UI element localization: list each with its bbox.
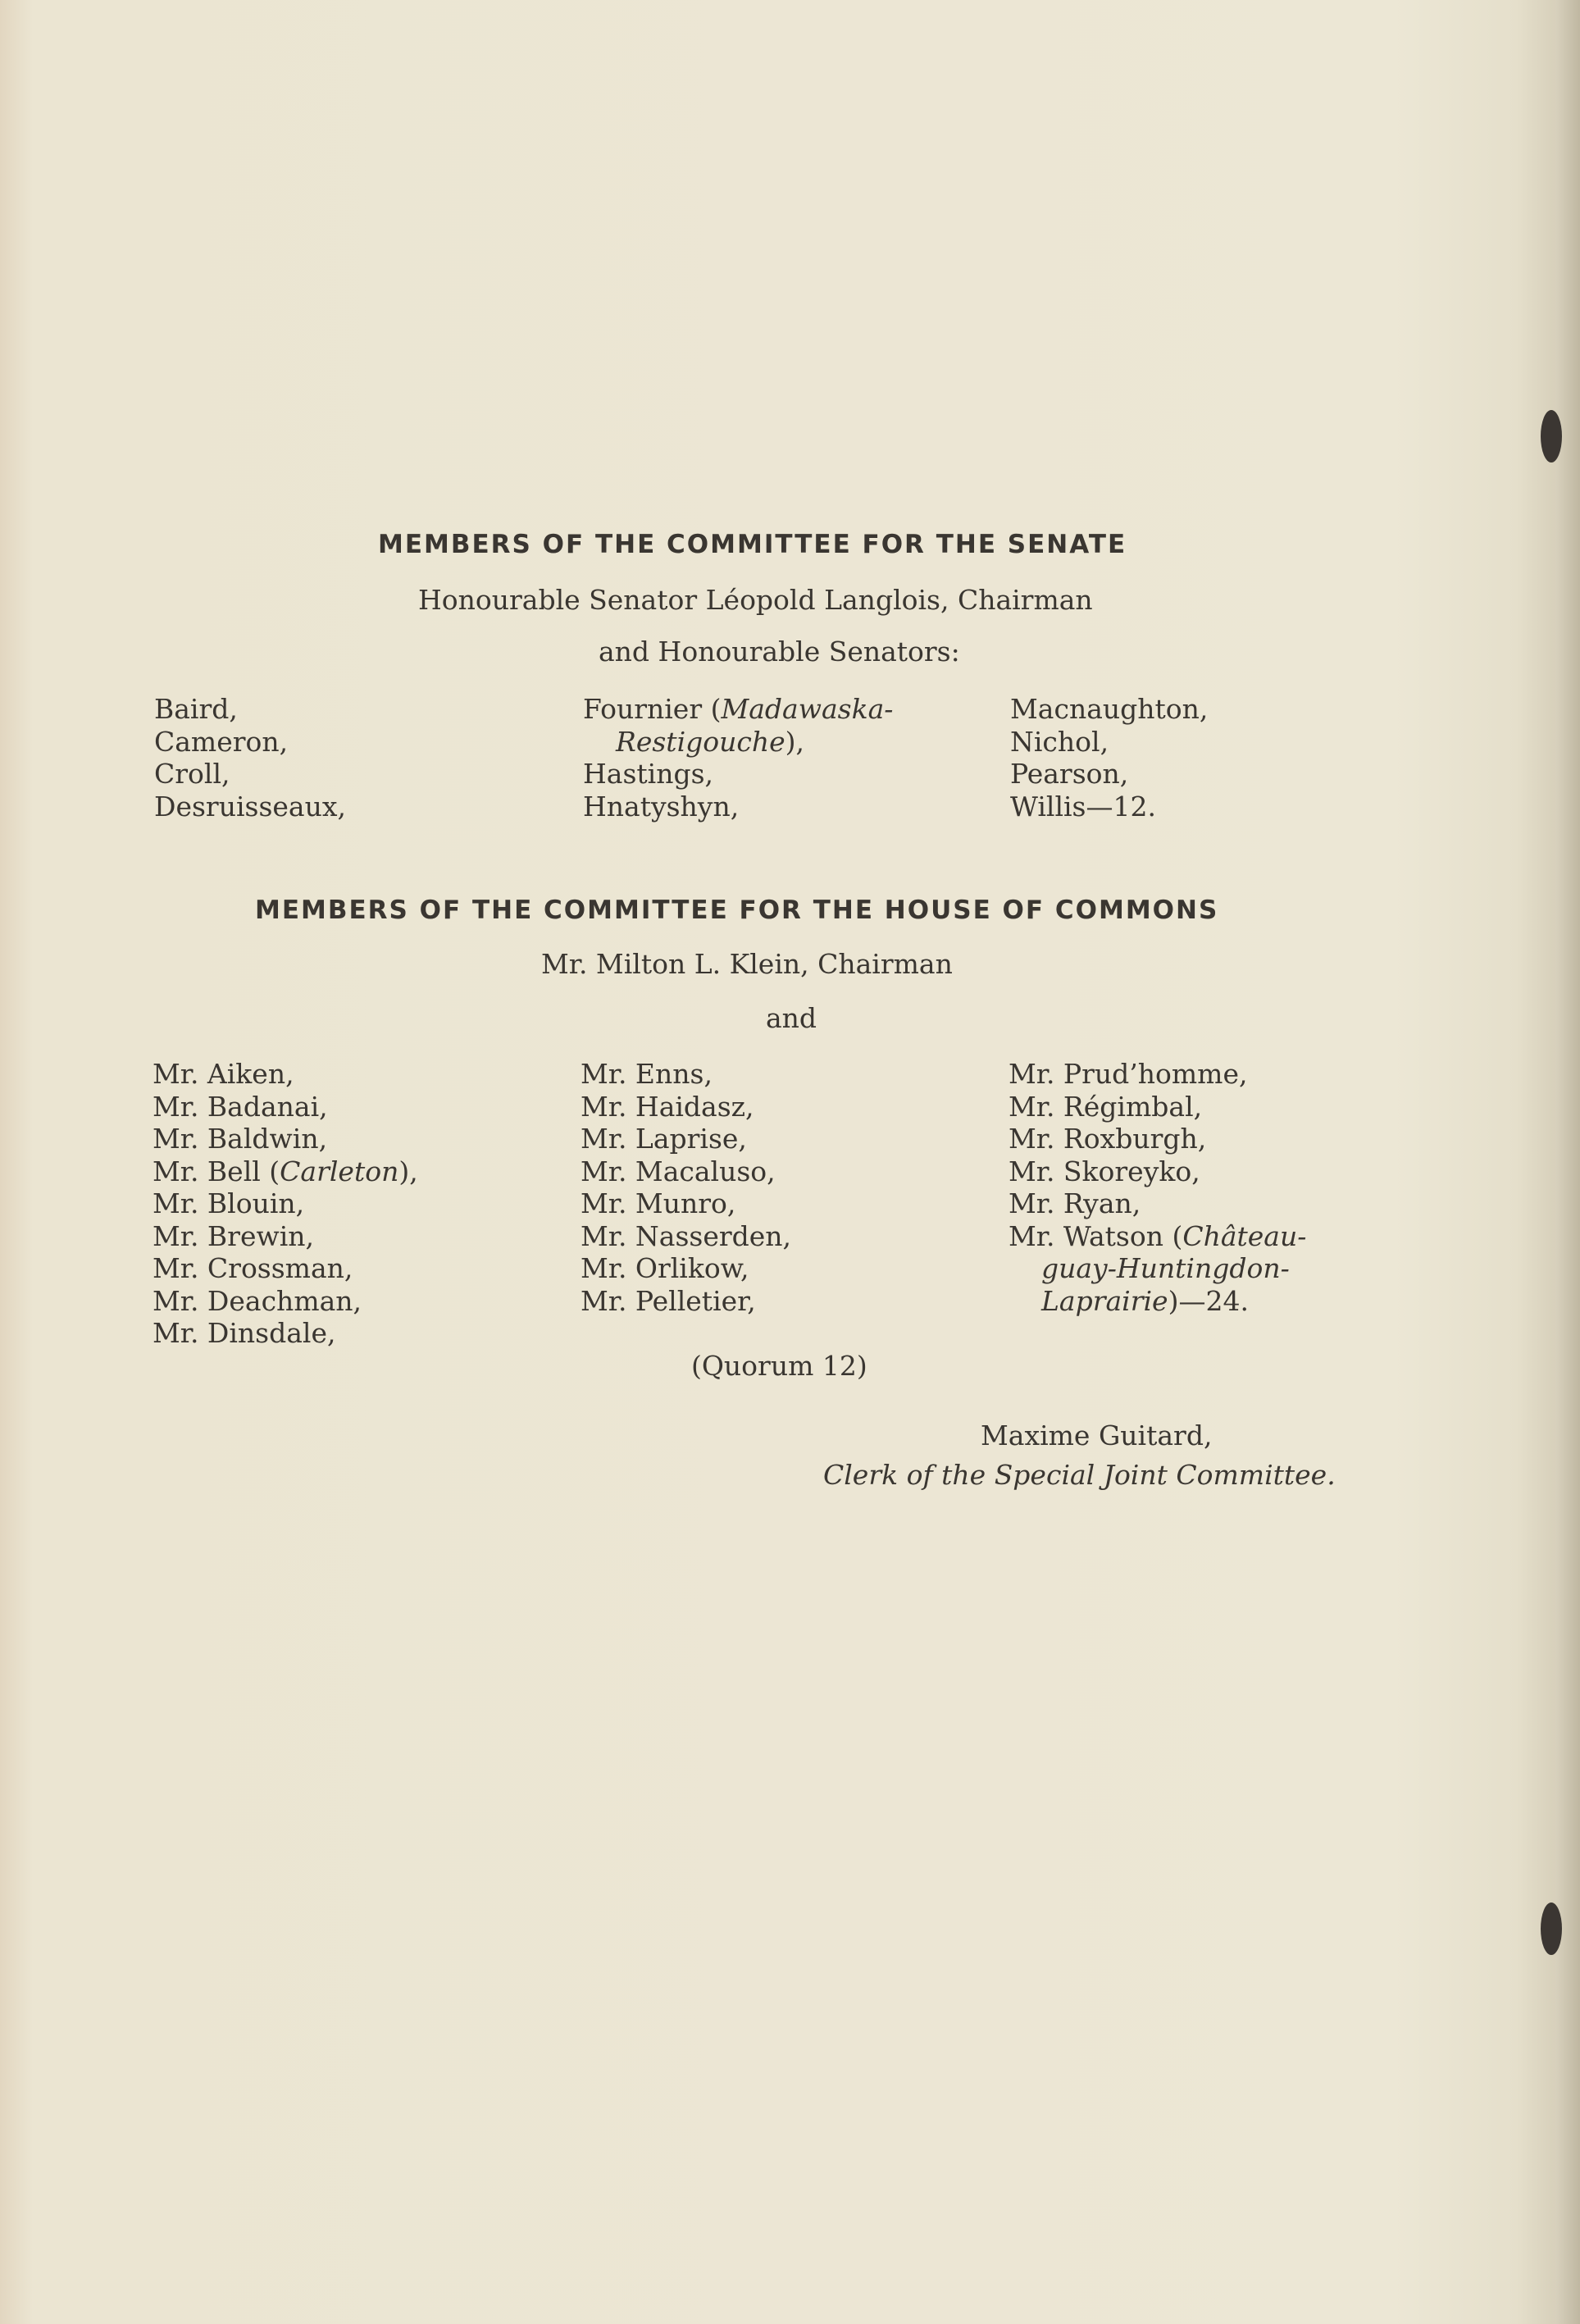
clerk-name: Maxime Guitard, bbox=[981, 1419, 1213, 1451]
commons-column-1 bbox=[153, 1058, 418, 1350]
senate-column-2 bbox=[583, 693, 893, 823]
senator-name: Cameron, bbox=[154, 725, 289, 758]
member-name: Mr. Deachman, bbox=[153, 1284, 362, 1317]
member-name: Mr. Baldwin, bbox=[153, 1123, 328, 1155]
commons-and-line: and bbox=[766, 1002, 817, 1034]
member-name: Mr. Pelletier, bbox=[581, 1284, 756, 1317]
member-name: Mr. Régimbal, bbox=[1009, 1090, 1203, 1123]
senate-column-3 bbox=[1010, 693, 1208, 823]
senator-name: Desruisseaux, bbox=[154, 790, 346, 823]
binding-hole-top bbox=[1541, 410, 1562, 463]
member-name: Mr. Laprise, bbox=[581, 1123, 747, 1155]
quorum-note: (Quorum 12) bbox=[691, 1350, 867, 1382]
senator-name-fournier: Fournier (Madawaska- bbox=[583, 693, 894, 725]
member-name: Mr. Macaluso, bbox=[581, 1155, 776, 1187]
commons-column-2 bbox=[581, 1058, 791, 1317]
senator-name: Baird, bbox=[154, 693, 238, 725]
member-name: Mr. Aiken, bbox=[153, 1058, 294, 1090]
senator-riding: Restigouche), bbox=[616, 725, 805, 758]
clerk-title: Clerk of the Special Joint Committee. bbox=[823, 1459, 1336, 1491]
senate-column-1 bbox=[154, 693, 346, 823]
member-name-watson: Mr. Watson (Château- bbox=[1009, 1219, 1307, 1252]
commons-chairman: Mr. Milton L. Klein, Chairman bbox=[541, 948, 953, 980]
member-riding: guay-Huntingdon- bbox=[1041, 1252, 1290, 1284]
senator-name: Hnatyshyn, bbox=[583, 790, 740, 823]
member-name: Mr. Crossman, bbox=[153, 1252, 353, 1284]
member-name: Mr. Enns, bbox=[581, 1058, 713, 1090]
senator-name: Croll, bbox=[154, 758, 230, 790]
binding-hole-bottom bbox=[1541, 1902, 1562, 1955]
commons-heading: MEMBERS OF THE COMMITTEE FOR THE HOUSE OF COMMONS bbox=[255, 895, 1219, 925]
member-name: Mr. Dinsdale, bbox=[153, 1317, 336, 1349]
member-name: Mr. Brewin, bbox=[153, 1219, 315, 1252]
member-name-bell: Mr. Bell (Carleton), bbox=[153, 1155, 418, 1187]
member-name: Mr. Roxburgh, bbox=[1009, 1123, 1207, 1155]
member-name: Mr. Ryan, bbox=[1009, 1187, 1141, 1219]
member-name: Mr. Haidasz, bbox=[581, 1090, 754, 1123]
member-name: Mr. Blouin, bbox=[153, 1187, 305, 1219]
senator-name: Pearson, bbox=[1010, 758, 1129, 790]
senate-heading: MEMBERS OF THE COMMITTEE FOR THE SENATE bbox=[378, 530, 1127, 559]
member-riding-end: Laprairie)—24. bbox=[1041, 1284, 1249, 1317]
senator-name: Nichol, bbox=[1010, 725, 1109, 758]
senate-and-line: and Honourable Senators: bbox=[599, 636, 960, 668]
member-name: Mr. Nasserden, bbox=[581, 1219, 792, 1252]
member-name: Mr. Skoreyko, bbox=[1009, 1155, 1200, 1187]
member-name: Mr. Badanai, bbox=[153, 1090, 328, 1123]
senator-name: Willis—12. bbox=[1010, 790, 1156, 823]
senator-name: Macnaughton, bbox=[1010, 693, 1209, 725]
member-name: Mr. Orlikow, bbox=[581, 1252, 749, 1284]
page-edge bbox=[1555, 0, 1580, 2324]
commons-column-3 bbox=[1009, 1058, 1306, 1317]
member-name: Mr. Munro, bbox=[581, 1187, 736, 1219]
member-name: Mr. Prud’homme, bbox=[1009, 1058, 1248, 1090]
senate-chairman: Honourable Senator Léopold Langlois, Chairman bbox=[418, 584, 1093, 616]
senator-name: Hastings, bbox=[583, 758, 714, 790]
